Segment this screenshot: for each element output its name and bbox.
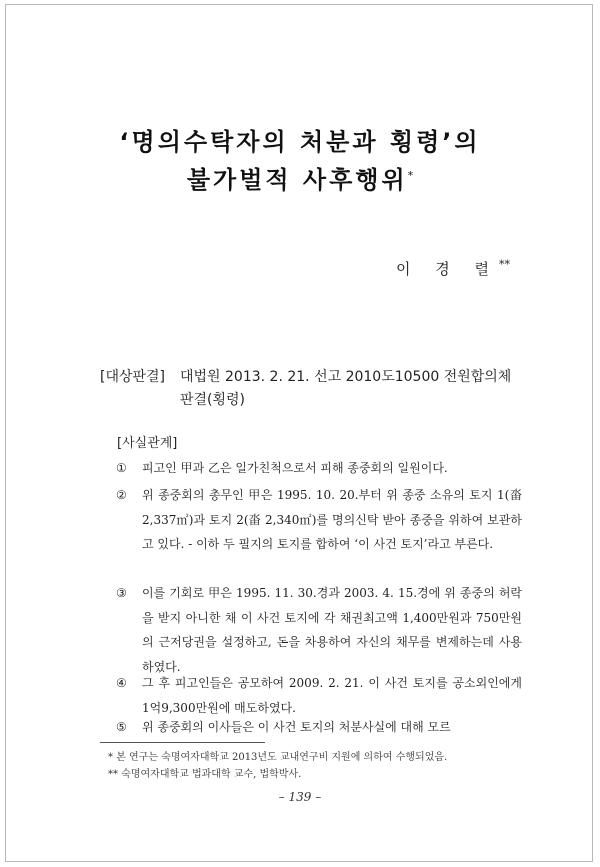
article-title-line2 bbox=[0, 160, 600, 195]
page-number: – 139 – bbox=[278, 790, 322, 804]
fact-text: 피고인 甲과 乙은 일가친척으로서 피해 종중회의 일원이다. bbox=[142, 461, 448, 475]
author-name bbox=[396, 258, 510, 279]
article-title-line2-text: 불가벌적 사후행위 bbox=[186, 166, 408, 194]
fact-text: 위 종중회의 이사들은 이 사건 토지의 처분사실에 대해 모르 bbox=[142, 720, 451, 734]
fact-number: ② bbox=[116, 488, 127, 502]
footnote-1: * 본 연구는 숙명여자대학교 2013년도 교내연구비 지원에 의하여 수행되었음. bbox=[108, 752, 448, 763]
case-citation: 대법원 2013. 2. 21. 선고 2010도10500 전원합의체 판결(횡령) bbox=[180, 369, 512, 408]
fact-text: 위 종중회의 총무인 甲은 1995. 10. 20.부터 위 종중 소유의 토지 1(畓 2,337㎡)과 토지 2(畓 2,340㎡)를 명의신탁 받아 종중을 위하여 보관하고 있다. - 이하 두 필지의 토지를 합하여 ‘이 사건 토지’라고 부른다. bbox=[142, 488, 522, 551]
fact-number: ① bbox=[116, 461, 127, 475]
fact-number: ③ bbox=[116, 586, 127, 600]
fact-text: 이를 기회로 甲은 1995. 11. 30.경과 2003. 4. 15.경에 위 종중의 허락을 받지 아니한 채 이 사건 토지에 각 채권최고액 1,400만원과 750만원의 근저당권을 설정하고, 돈을 차용하여 자신의 채무를 변제하는데 사용하였다. bbox=[142, 586, 522, 674]
fact-item-5 bbox=[116, 715, 522, 740]
case-label: [대상판결] bbox=[100, 369, 166, 385]
fact-number: ④ bbox=[116, 676, 127, 690]
fact-number: ⑤ bbox=[116, 720, 127, 734]
fact-item-4 bbox=[116, 671, 522, 720]
facts-heading: [사실관계] bbox=[117, 436, 178, 451]
fact-item-1 bbox=[116, 456, 522, 481]
title-footnote-mark: * bbox=[407, 169, 414, 182]
footnote-2: ** 숙명여자대학교 법과대학 교수, 법학박사. bbox=[108, 769, 302, 780]
fact-item-2 bbox=[116, 483, 522, 557]
article-title-line1: ‘명의수탁자의 처분과 횡령’의 bbox=[119, 128, 481, 156]
fact-item-3 bbox=[116, 581, 522, 679]
fact-text: 그 후 피고인들은 공모하여 2009. 2. 21. 이 사건 토지를 공소외인에게 1억9,300만원에 매도하였다. bbox=[142, 676, 522, 715]
footnote-divider bbox=[100, 742, 265, 743]
author-name-text: 이 경 렬 bbox=[395, 260, 499, 278]
author-footnote-mark: ** bbox=[499, 258, 510, 271]
